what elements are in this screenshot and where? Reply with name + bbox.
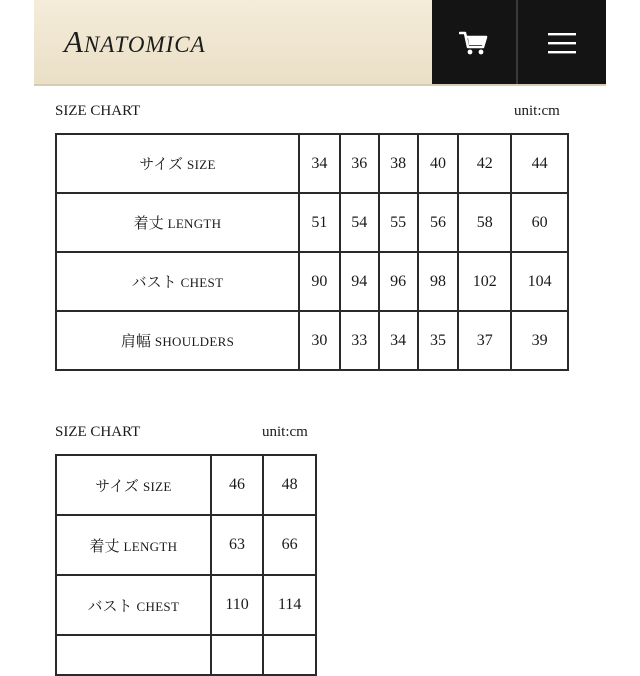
row-label-jp: バスト — [87, 598, 133, 615]
size-value-cell: 98 — [418, 252, 459, 311]
row-label — [56, 575, 211, 635]
row-label-jp: サイズ — [139, 157, 184, 173]
size-value-cell: 114 — [263, 575, 316, 635]
table-row — [56, 455, 316, 515]
size-value-cell: 39 — [511, 311, 568, 370]
size-value-cell: 63 — [211, 515, 264, 575]
hamburger-menu-icon — [547, 31, 577, 55]
size-value-cell — [211, 635, 264, 675]
table-row — [56, 252, 568, 311]
size-value-cell: 35 — [418, 311, 459, 370]
size-value-cell: 44 — [511, 134, 568, 193]
row-label-en: SIZE — [142, 478, 172, 494]
size-chart-2-title: SIZE CHART — [55, 424, 141, 440]
table-row — [56, 193, 568, 252]
row-label-jp: バスト — [131, 275, 177, 291]
site-header — [34, 0, 606, 86]
size-chart-unit: unit:cm — [514, 103, 560, 119]
size-chart-table — [55, 133, 569, 371]
row-label-en: CHEST — [180, 275, 224, 290]
row-label — [56, 252, 299, 311]
size-value-cell: 90 — [299, 252, 340, 311]
size-value-cell: 104 — [511, 252, 568, 311]
table-row — [56, 311, 568, 370]
row-label-en: LENGTH — [167, 216, 222, 231]
row-label — [56, 635, 211, 675]
table-row — [56, 515, 316, 575]
row-label-en: CHEST — [136, 598, 180, 614]
size-value-cell: 110 — [211, 575, 264, 635]
row-label — [56, 311, 299, 370]
size-value-cell: 55 — [379, 193, 418, 252]
size-value-cell: 42 — [458, 134, 511, 193]
size-value-cell: 30 — [299, 311, 340, 370]
cart-icon — [459, 30, 489, 56]
logo-rest: NATOMICA — [83, 32, 206, 57]
row-label-jp: 肩幅 — [120, 334, 151, 350]
size-chart-2-unit: unit:cm — [262, 424, 308, 440]
size-value-cell: 60 — [511, 193, 568, 252]
size-value-cell: 94 — [340, 252, 379, 311]
size-value-cell: 48 — [263, 455, 316, 515]
row-label-en: SHOULDERS — [154, 334, 235, 349]
row-label — [56, 455, 211, 515]
size-value-cell: 54 — [340, 193, 379, 252]
size-value-cell: 33 — [340, 311, 379, 370]
size-value-cell — [263, 635, 316, 675]
row-label — [56, 515, 211, 575]
size-value-cell: 102 — [458, 252, 511, 311]
size-value-cell: 66 — [263, 515, 316, 575]
size-value-cell: 38 — [379, 134, 418, 193]
size-value-cell: 51 — [299, 193, 340, 252]
size-value-cell: 37 — [458, 311, 511, 370]
size-value-cell: 96 — [379, 252, 418, 311]
row-label — [56, 193, 299, 252]
table-row — [56, 575, 316, 635]
row-label-jp: 着丈 — [133, 216, 164, 232]
size-value-cell: 34 — [299, 134, 340, 193]
size-value-cell: 58 — [458, 193, 511, 252]
row-label-jp: サイズ — [95, 478, 139, 495]
size-value-cell: 46 — [211, 455, 264, 515]
size-value-cell: 40 — [418, 134, 459, 193]
row-label-en: LENGTH — [123, 538, 178, 554]
row-label-jp: 着丈 — [89, 538, 120, 555]
size-value-cell: 56 — [418, 193, 459, 252]
table-row — [56, 635, 316, 675]
anatomica-logo[interactable] — [64, 24, 206, 60]
row-label-en: SIZE — [187, 157, 216, 172]
cart-button[interactable] — [432, 0, 516, 86]
table-row — [56, 134, 568, 193]
size-value-cell: 36 — [340, 134, 379, 193]
size-chart-title: SIZE CHART — [55, 103, 141, 119]
size-value-cell: 34 — [379, 311, 418, 370]
row-label — [56, 134, 299, 193]
menu-button[interactable] — [518, 0, 606, 86]
size-chart-2-table — [55, 454, 317, 676]
logo-initial: A — [64, 24, 84, 59]
